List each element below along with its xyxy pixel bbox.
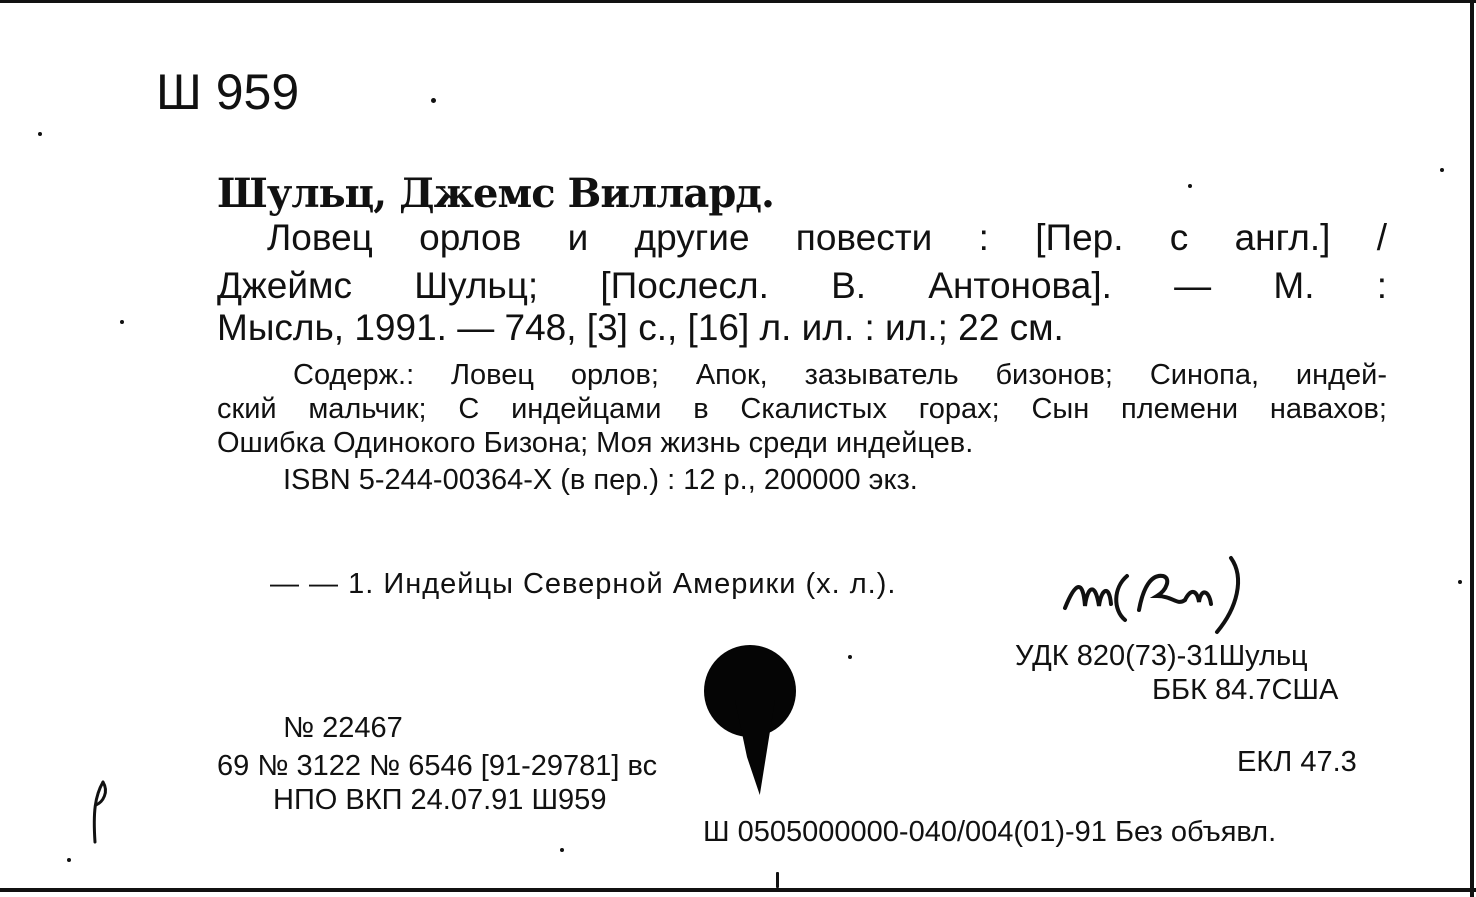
contents-line-2: ский мальчик; С индейцами в Скалистых горах; Сын племени навахов; — [217, 393, 1387, 425]
dust-speck — [1440, 168, 1444, 172]
print-info: 69 № 3122 № 6546 [91-29781] вс — [217, 750, 658, 782]
subject-heading: — — 1. Индейцы Северной Америки (х. л.). — [270, 568, 897, 600]
dust-speck — [560, 848, 564, 852]
author-heading: Шульц, Джемс Виллард. — [217, 170, 774, 217]
dust-speck — [38, 132, 42, 136]
card-border-right — [1470, 0, 1474, 897]
card-number: № 22467 — [283, 712, 403, 744]
isbn-line: ISBN 5-244-00364-X (в пер.) : 12 р., 200000 экз. — [283, 464, 918, 496]
dust-speck — [776, 872, 779, 888]
dust-speck — [67, 858, 71, 862]
npo-line: НПО ВКП 24.07.91 Ш959 — [273, 784, 607, 816]
contents-line-1: Содерж.: Ловец орлов; Апок, зазыватель бизонов; Синопа, индей- — [293, 359, 1387, 391]
dust-speck — [431, 98, 436, 103]
title-line-3: Мысль, 1991. — 748, [3] с., [16] л. ил. : ил.; 22 см. — [217, 307, 1064, 348]
bbk-code: ББК 84.7США — [1152, 674, 1339, 706]
handwritten-signature — [1055, 548, 1255, 648]
card-border-bottom — [0, 888, 1476, 892]
margin-pencil-mark — [85, 778, 115, 848]
contents-line-3: Ошибка Одинокого Бизона; Моя жизнь среди индейцев. — [217, 427, 974, 459]
card-border-top — [0, 0, 1476, 3]
dust-speck — [1458, 580, 1462, 584]
title-line-2: Джеймс Шульц; [Послесл. В. Антонова]. — М. : — [217, 265, 1387, 306]
shelfmark: Ш 959 — [156, 64, 300, 120]
dust-speck — [848, 655, 852, 659]
title-line-1: Ловец орлов и другие повести : [Пер. с англ.] / — [267, 217, 1387, 258]
dust-speck — [120, 320, 124, 324]
punch-hole-tail — [735, 700, 775, 795]
udk-code: УДК 820(73)-31Шульц — [1015, 640, 1308, 672]
catalog-code-line: Ш 0505000000-040/004(01)-91 Без объявл. — [703, 816, 1277, 848]
ekl-code: ЕКЛ 47.3 — [1237, 746, 1357, 778]
dust-speck — [1188, 184, 1192, 188]
